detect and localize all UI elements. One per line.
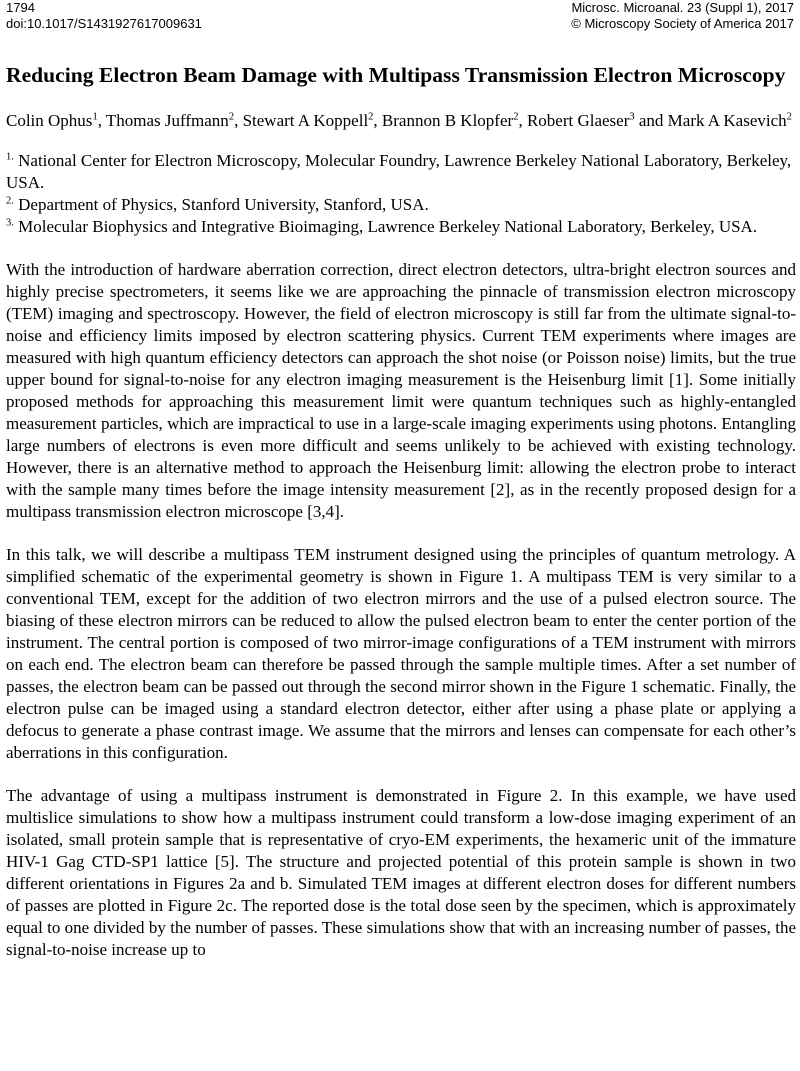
article-content [6, 63, 796, 961]
doi-link[interactable]: doi:10.1017/S1431927617009631 [6, 16, 202, 31]
author-affiliation-marker: 2 [786, 111, 792, 123]
running-header [6, 0, 794, 32]
header-left [6, 0, 202, 32]
author-name: Thomas Juffmann [105, 111, 229, 130]
author-separator: , [97, 111, 106, 130]
author-affiliation-marker: 1 [92, 111, 98, 123]
affiliation-list [6, 150, 796, 238]
author-name: Mark A Kasevich [667, 111, 787, 130]
body-paragraph-instrument: In this talk, we will describe a multipass TEM instrument designed using the principles of quantum metrology. A simplified schematic of the experimental geometry is shown in Figure 1. A multipass TEM is very similar to a conventional TEM, except for the addition of two electron mirrors and the use of a pulsed electron source. The biasing of these electron mirrors can be reduced to allow the pulsed electron beam to enter the center portion of the instrument. The central portion is composed of two mirror-image configurations of a TEM instrument with mirrors on each end. The electron beam can therefore be passed through the sample multiple times. After a set number of passes, the electron beam can be passed out through the second mirror shown in the Figure 1 schematic. Finally, the electron pulse can be imaged using a standard electron detector, either after using a phase plate or applying a defocus to generate a phase contrast image. We assume that the mirrors and lenses can compensate for each other’s aberrations in this configuration. [6, 545, 796, 762]
journal-citation: Microsc. Microanal. 23 (Suppl 1), 2017 [571, 0, 794, 15]
author-affiliation-marker: 3 [629, 111, 635, 123]
affiliation-marker: 3. [6, 217, 14, 229]
author-name: Brannon B Klopfer [381, 111, 514, 130]
author-name: Stewart A Koppell [242, 111, 369, 130]
author-affiliation-marker: 2 [513, 111, 519, 123]
paper-title: Reducing Electron Beam Damage with Multipass Transmission Electron Microscopy [6, 63, 786, 87]
affiliation-text: Department of Physics, Stanford University, Stanford, USA. [18, 195, 429, 214]
header-right [571, 0, 794, 32]
author-affiliation-marker: 2 [368, 111, 374, 123]
author-list [6, 110, 796, 132]
author-affiliation-marker: 2 [228, 111, 235, 123]
author-name: Robert Glaeser [526, 111, 630, 130]
copyright-notice: © Microscopy Society of America 2017 [571, 16, 794, 31]
affiliation-text: Molecular Biophysics and Integrative Bioimaging, Lawrence Berkeley National Laboratory, Berkeley, USA. [18, 217, 758, 236]
author-name: Colin Ophus [6, 111, 93, 130]
affiliation-marker: 1. [6, 151, 14, 163]
affiliation-text: National Center for Electron Microscopy, Molecular Foundry, Lawrence Berkeley National Laboratory, Berkeley, USA. [6, 151, 792, 192]
author-separator: , [518, 111, 527, 130]
affiliation-item [6, 216, 796, 238]
body-paragraph-introduction: With the introduction of hardware aberration correction, direct electron detectors, ultra-bright electron sources and highly precise spectrometers, it seems like we are approaching the pinnacle of transmission electron microscopy (TEM) imaging and spectroscopy. However, the field of electron microscopy is still far from the ultimate signal-to-noise and efficiency limits imposed by electron scattering physics. Current TEM experiments where images are measured with high quantum efficiency detectors can approach the shot noise (or Poisson noise) limits, but the true upper bound for signal-to-noise for any electron imaging measurement is the Heisenburg limit [1]. Some initially proposed methods for approaching this measurement limit were quantum techniques such as highly-entangled measurement particles, which are impractical to use in a large-scale imaging experiments using photons. Entangling large numbers of electrons is even more difficult and seems unlikely to be achieved with existing technology. However, there is an alternative method to approach the Heisenburg limit: allowing the electron probe to interact with the sample many times before the image intensity measurement [2], as in the recently proposed design for a multipass transmission electron microscope [3,4]. [6, 260, 796, 521]
page-number: 1794 [6, 0, 35, 15]
author-separator: , [234, 111, 243, 130]
affiliation-item [6, 150, 796, 194]
author-separator: and [634, 111, 668, 130]
affiliation-item [6, 194, 796, 216]
body-paragraph-advantage: The advantage of using a multipass instrument is demonstrated in Figure 2. In this example, we have used multislice simulations to show how a multipass instrument could transform a low-dose imaging experiment of an isolated, small protein sample that is representative of cryo-EM experiments, the hexameric unit of the immature HIV-1 Gag CTD-SP1 lattice [5]. The structure and projected potential of this protein sample is shown in two different orientations in Figures 2a and b. Simulated TEM images at different electron doses for different numbers of passes are plotted in Figure 2c. The reported dose is the total dose seen by the specimen, which is approximately equal to one divided by the number of passes. These simulations show that with an increasing number of passes, the signal-to-noise increase up to [6, 786, 796, 959]
author-separator: , [373, 111, 382, 130]
affiliation-marker: 2. [6, 195, 14, 207]
